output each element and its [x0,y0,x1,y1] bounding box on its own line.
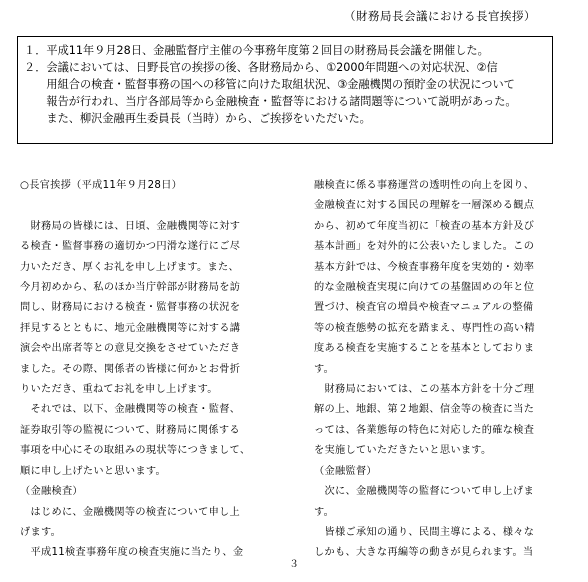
text-line: （金融検査） [20,486,83,498]
text-line: 財務局においては、この基本方針を十分ご理 [314,384,535,396]
summary-line: また、柳沢金融再生委員長（当時）から、ご挨拶をいただいた。 [24,112,371,125]
text-line: しかも、大きな再編等の動きが見られます。当 [314,547,534,559]
summary-line: ２．会議においては、日野長官の挨拶の後、各財務局から、①2000年問題への対応状況、②信 [24,61,498,74]
text-line: 今月初めから、私のほか当庁幹部が財務局を訪 [20,282,241,294]
text-line [20,196,275,216]
summary-line: １．平成11年９月28日、金融監督庁主催の今事務年度第２回目の財務局長会議を開催した。 [24,44,489,57]
text-line: りいただき、重ねてお礼を申し上げます。 [20,384,218,396]
text-line: げます。 [20,526,62,538]
text-line: 事項を中心にその取組みの現状等につきまして、 [20,445,251,457]
text-line: 演会や出席者等との意見交換をさせていただき [20,343,241,355]
text-line: 問し、財務局における検査・監督事務の状況を [20,302,241,314]
text-line: 金融検査に対する国民の理解を一層深める観点 [314,200,535,212]
summary-line: 報告が行われ、当庁各部局等から金融検査・監督等における諸問題等について説明があった。 [24,95,517,108]
text-line: はじめに、金融機関等の検査について申し上 [20,506,241,518]
text-line: 拝見するとともに、地元金融機関等に対する講 [20,322,241,334]
text-line: 置づけ、検査官の増員や検査マニュアルの整備 [314,302,534,314]
text-line: っては、各業態毎の特色に対応した的確な検査 [314,424,535,436]
text-line: 力いただき、厚くお礼を申し上げます。また、 [20,261,240,273]
text-line: 皆様ご承知の通り、民間主導による、様々な [314,526,535,538]
text-line: ○長官挨拶（平成11年９月28日） [20,180,183,191]
text-line: る検査・監督事務の適切かつ円滑な遂行にご尽 [20,241,241,253]
text-line: 融検査に係る事務運営の透明性の向上を図り、 [314,180,535,191]
text-line: 次に、金融機関等の監督について申し上げま [314,486,535,498]
text-line: それでは、以下、金融機関等の検査・監督、 [20,404,241,416]
summary-box [17,36,553,144]
text-line: す。 [314,506,335,518]
text-line: 度ある検査を実施することを基本としておりま [314,343,535,355]
document-header: （財務局長会議における長官挨拶） [344,9,536,23]
summary-line: 用組合の検査・監督事務の国への移管に向けた取組状況、③金融機関の預貯金の状況について [24,78,515,91]
text-line: 的な金融検査実現に向けての基盤固めの年と位 [314,282,535,294]
text-line: 基本計画」を対外的に公表いたしました。この [314,241,535,253]
left-text-column [20,176,275,564]
text-line: す。 [314,363,335,375]
text-line: ました。その際、関係者の皆様に何かとお骨折 [20,363,241,375]
text-line: 解の上、地銀、第２地銀、信金等の検査に当た [314,404,535,416]
text-line: 基本方針では、今検査事務年度を実効的・効率 [314,261,535,273]
text-line: 証券取引等の監視について、財務局に関係する [20,424,240,436]
text-line: から、初めて年度当初に「検査の基本方針及び [314,220,535,232]
text-line: 財務局の皆様には、日頃、金融機関等に対す [20,220,241,232]
text-line: （金融監督） [314,465,377,477]
right-text-column [314,176,569,564]
text-line: 順に申し上げたいと思います。 [20,465,167,477]
text-line: 平成11検査事務年度の検査実施に当たり、金 [20,547,244,559]
text-line: を実施していただきたいと思います。 [314,445,492,457]
text-line: 等の検査態勢の拡充を踏まえ、専門性の高い精 [314,322,535,334]
page-number: ３ [289,559,299,570]
